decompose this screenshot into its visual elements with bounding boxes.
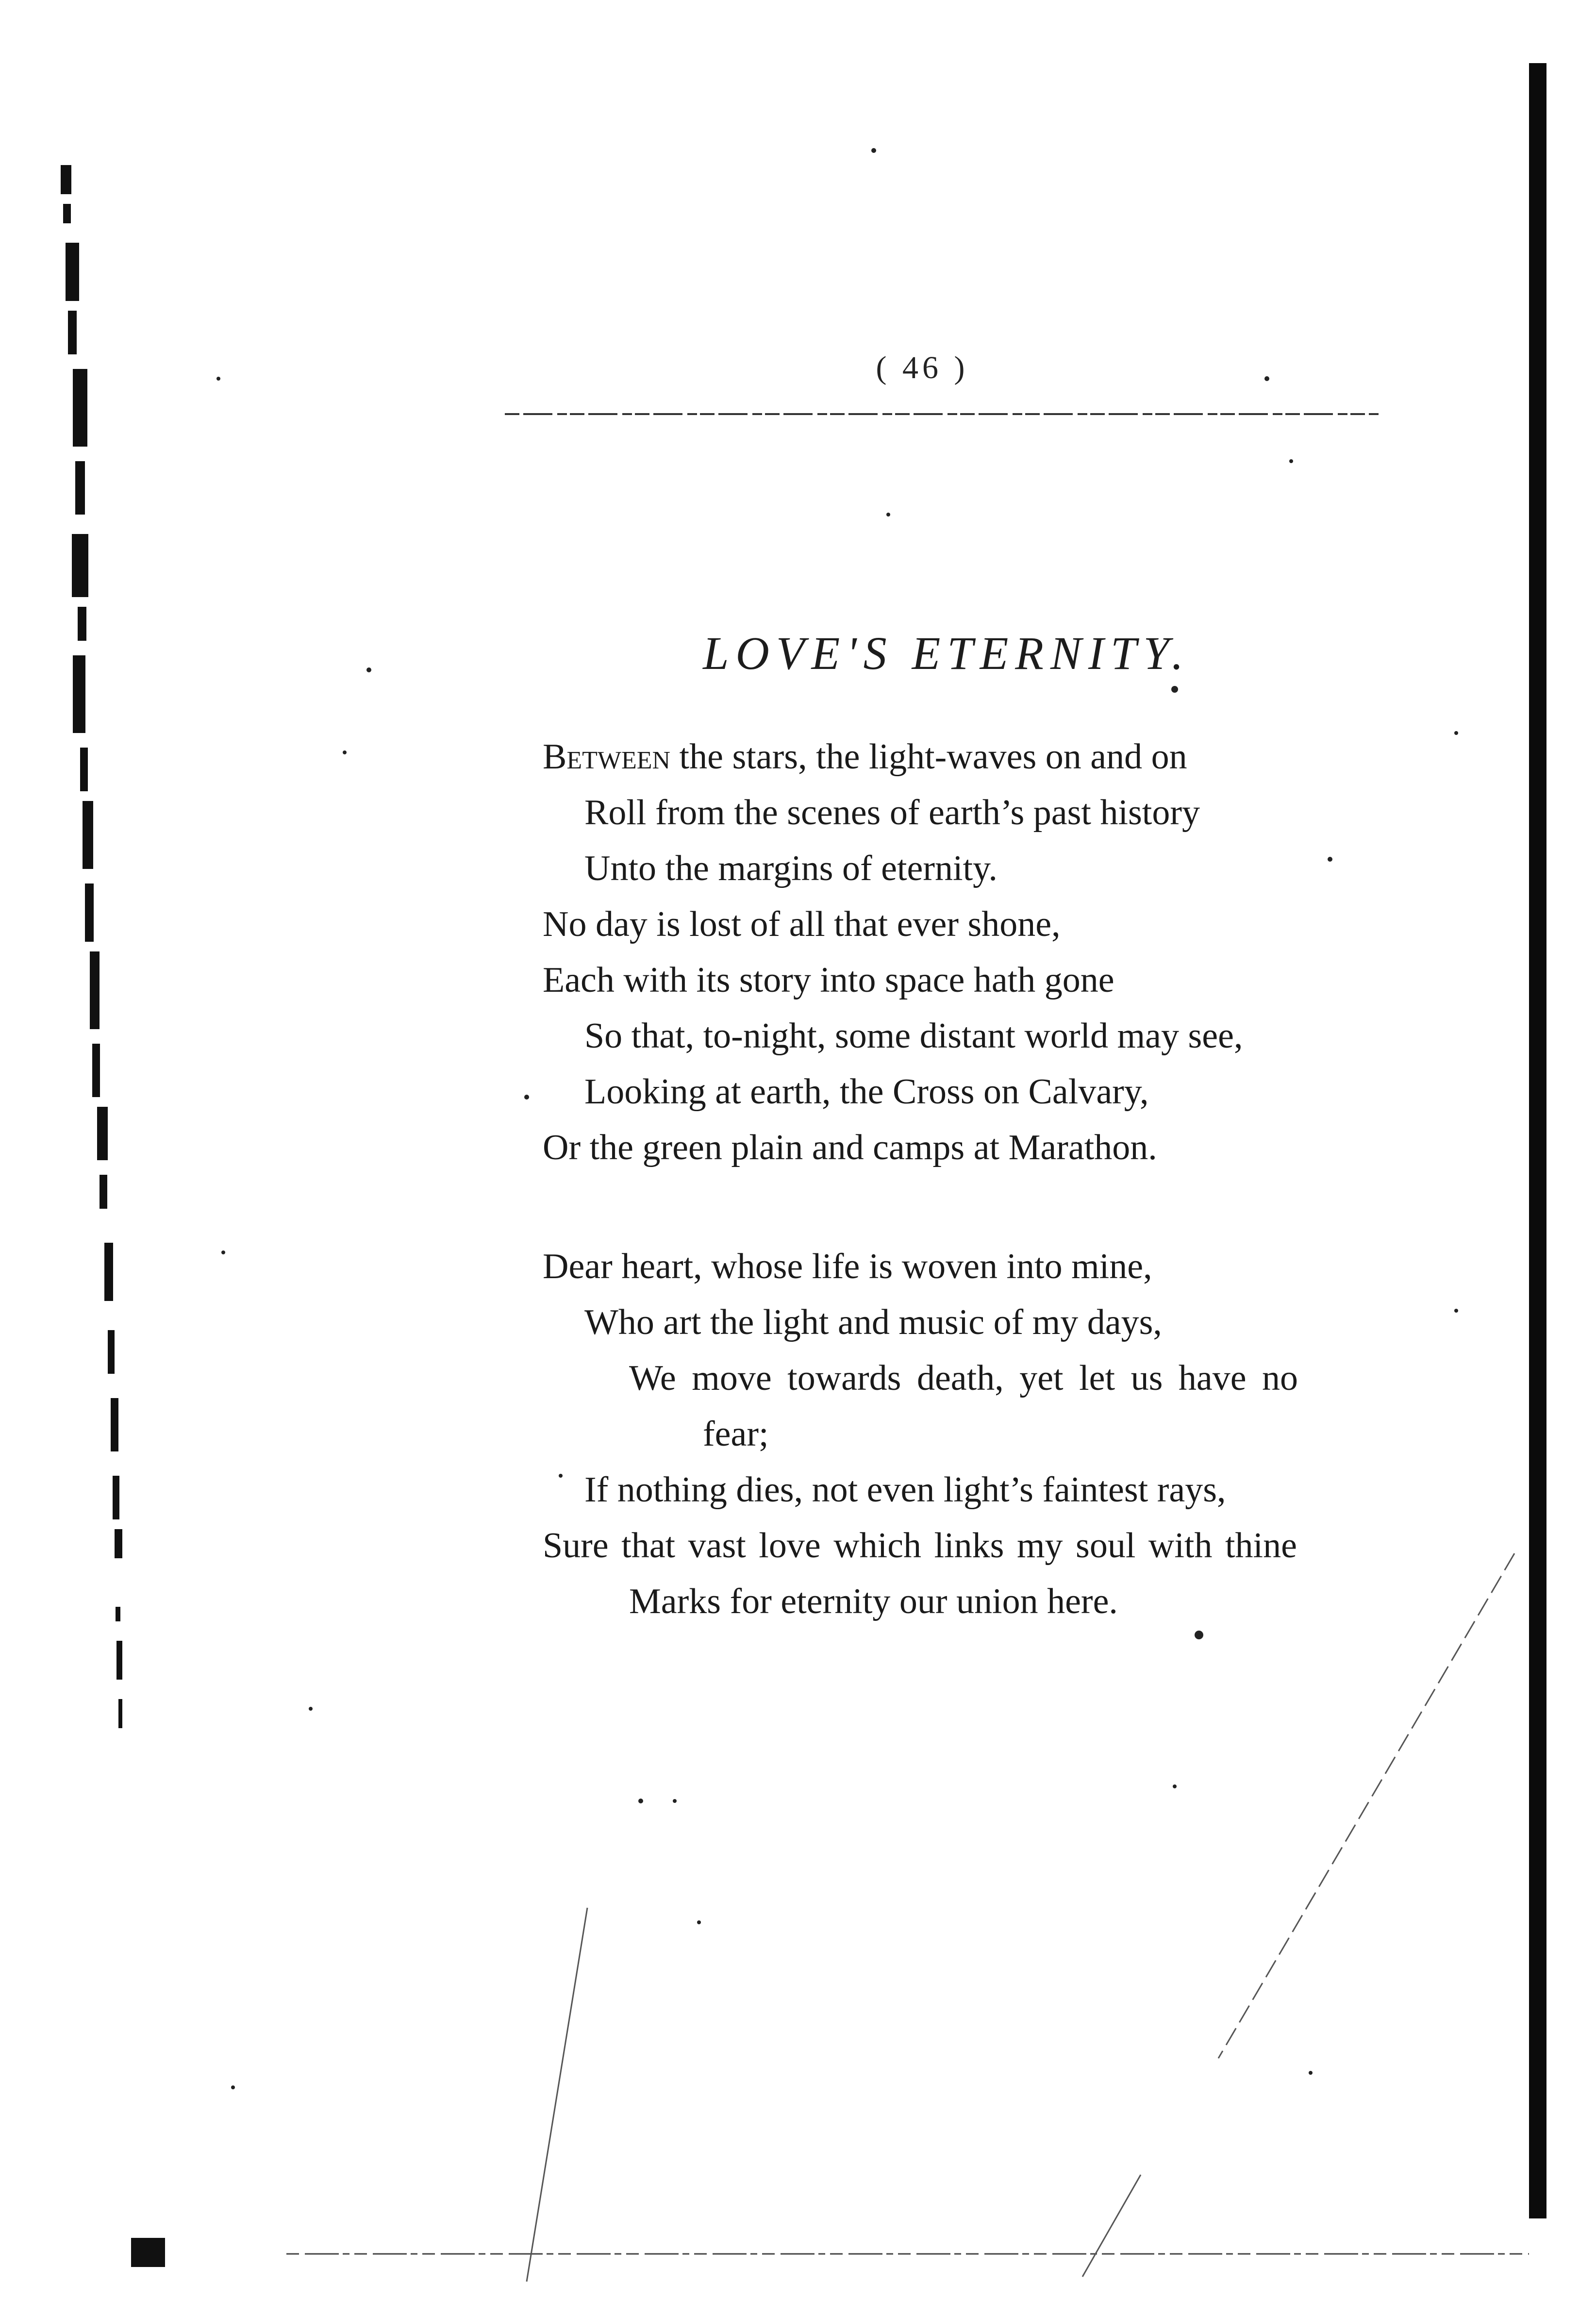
poem-line: Unto the margins of eternity. bbox=[584, 849, 998, 888]
poem-line: Each with its story into space hath gone bbox=[543, 960, 1114, 1000]
poem-line: Dear heart, whose life is woven into mine, bbox=[543, 1247, 1152, 1286]
poem-line: Who art the light and music of my days, bbox=[584, 1302, 1162, 1342]
poem-line: Or the green plain and camps at Marathon. bbox=[543, 1128, 1157, 1167]
poem-line: Looking at earth, the Cross on Calvary, bbox=[584, 1072, 1149, 1112]
binding-edge-noise bbox=[61, 165, 165, 2267]
line-text: the stars, the light-waves on and on bbox=[670, 737, 1187, 777]
first-word: Between bbox=[543, 737, 671, 777]
poem-line: If nothing dies, not even light’s faintest rays, bbox=[584, 1470, 1226, 1510]
poem-line: Roll from the scenes of earth’s past history bbox=[584, 793, 1200, 833]
poem-line: So that, to-night, some distant world may see, bbox=[584, 1016, 1243, 1056]
stray-specks bbox=[216, 148, 1458, 2089]
poem-line bbox=[543, 739, 1187, 775]
poem-title: LOVE'S ETERNITY. bbox=[703, 627, 1190, 679]
poem-line: Marks for eternity our union here. bbox=[629, 1582, 1118, 1621]
poem-line: We move towards death, yet let us have no bbox=[629, 1358, 1298, 1398]
stray-strokes bbox=[527, 1553, 1514, 2282]
right-page-border bbox=[1529, 63, 1546, 2218]
poem-line: No day is lost of all that ever shone, bbox=[543, 904, 1061, 944]
poem-line: fear; bbox=[703, 1414, 769, 1454]
page-number: ( 46 ) bbox=[876, 350, 969, 385]
poem-line: Sure that vast love which links my soul with thine bbox=[543, 1526, 1297, 1566]
